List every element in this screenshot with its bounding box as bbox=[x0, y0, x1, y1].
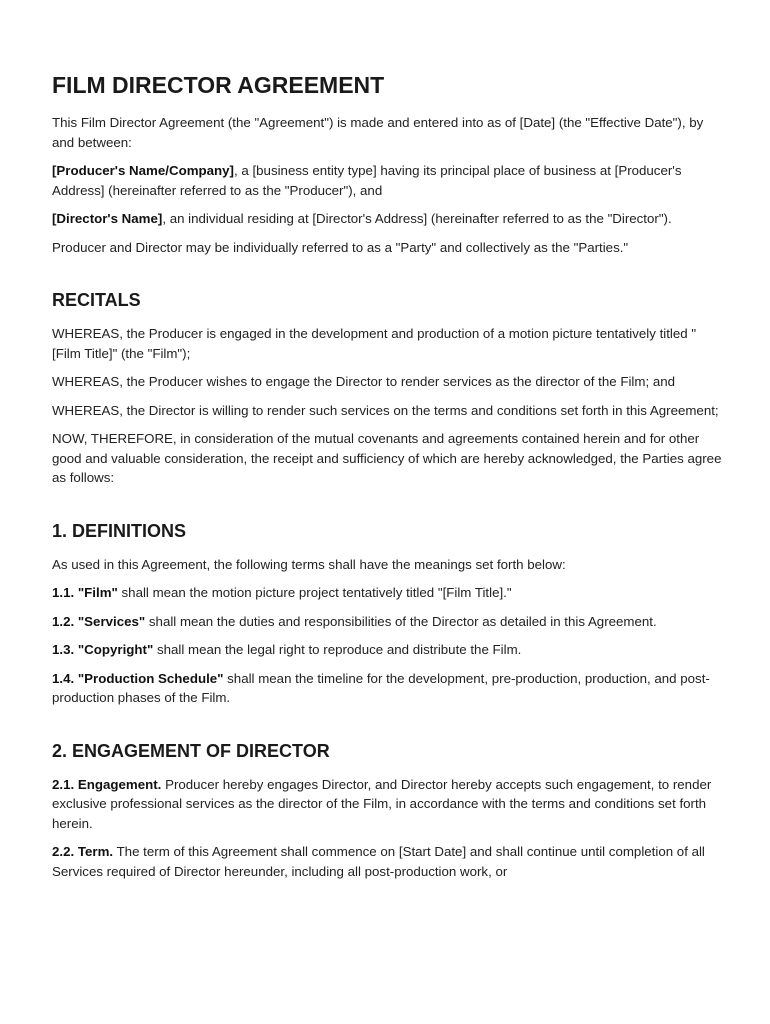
engagement-item bbox=[52, 842, 724, 881]
definition-text: shall mean the legal right to reproduce and distribute the Film. bbox=[153, 642, 522, 657]
definition-item bbox=[52, 640, 724, 660]
director-paragraph bbox=[52, 209, 724, 229]
document-title: FILM DIRECTOR AGREEMENT bbox=[52, 72, 385, 98]
recital-item: WHEREAS, the Producer is engaged in the development and production of a motion picture tentatively titled "[Film Title]" (the "Film"); bbox=[52, 326, 697, 361]
definitions-heading: 1. DEFINITIONS bbox=[52, 520, 187, 541]
engagement-clause-label: 2.1. Engagement. bbox=[52, 776, 162, 792]
intro-paragraph: This Film Director Agreement (the "Agreement") is made and entered into as of [Date] (the "Effective Date"), by and between: bbox=[52, 115, 704, 150]
recital-item: WHEREAS, the Director is willing to render such services on the terms and conditions set forth in this Agreement; bbox=[52, 402, 719, 418]
document-body bbox=[52, 68, 724, 890]
engagement-heading: 2. ENGAGEMENT OF DIRECTOR bbox=[52, 740, 330, 761]
definition-text: shall mean the timeline for the development, pre-production, production, and post-production phases of the Film. bbox=[52, 670, 710, 705]
definition-term: 1.3. "Copyright" bbox=[52, 642, 154, 657]
recital-item: NOW, THEREFORE, in consideration of the mutual covenants and agreements contained herein and for other good and valuable consideration, the receipt and sufficiency of which are hereby acknowledged, the Parties agree as follows: bbox=[52, 431, 722, 485]
definition-item bbox=[52, 583, 724, 603]
director-description: , an individual residing at [Director's Address] (hereinafter referred to as the "Director"). bbox=[162, 211, 672, 226]
engagement-item bbox=[52, 775, 724, 834]
producer-paragraph bbox=[52, 161, 724, 200]
producer-description: , a [business entity type] having its principal place of business at [Producer's Address] (hereinafter referred to as the "Producer"), and bbox=[52, 163, 682, 198]
definition-term: 1.2. "Services" bbox=[52, 613, 146, 629]
engagement-clause-text: Producer hereby engages Director, and Director hereby accepts such engagement, to render exclusive professional services as the director of the Film, in accordance with the terms and conditions set forth herein. bbox=[52, 776, 712, 831]
definition-item bbox=[52, 612, 724, 632]
director-name-placeholder: [Director's Name] bbox=[52, 211, 163, 226]
engagement-clause-text: The term of this Agreement shall commence on [Start Date] and shall continue until completion of all Services required of Director hereunder, including all post-production work, or bbox=[52, 844, 705, 879]
definition-term: 1.1. "Film" bbox=[52, 585, 118, 600]
definition-text: shall mean the motion picture project tentatively titled "[Film Title]." bbox=[117, 585, 512, 600]
producer-name-placeholder: [Producer's Name/Company] bbox=[52, 163, 234, 178]
definitions-intro: As used in this Agreement, the following terms shall have the meanings set forth below: bbox=[52, 556, 566, 572]
recitals-heading: RECITALS bbox=[52, 290, 141, 310]
definition-term: 1.4. "Production Schedule" bbox=[52, 670, 224, 686]
engagement-clause-label: 2.2. Term. bbox=[52, 844, 114, 859]
definition-text: shall mean the duties and responsibilities of the Director as detailed in this Agreement. bbox=[145, 613, 657, 629]
recital-item: WHEREAS, the Producer wishes to engage the Director to render services as the director of the Film; and bbox=[52, 374, 676, 389]
parties-paragraph: Producer and Director may be individually referred to as a "Party" and collectively as the "Parties." bbox=[52, 239, 629, 255]
definition-item bbox=[52, 669, 724, 708]
